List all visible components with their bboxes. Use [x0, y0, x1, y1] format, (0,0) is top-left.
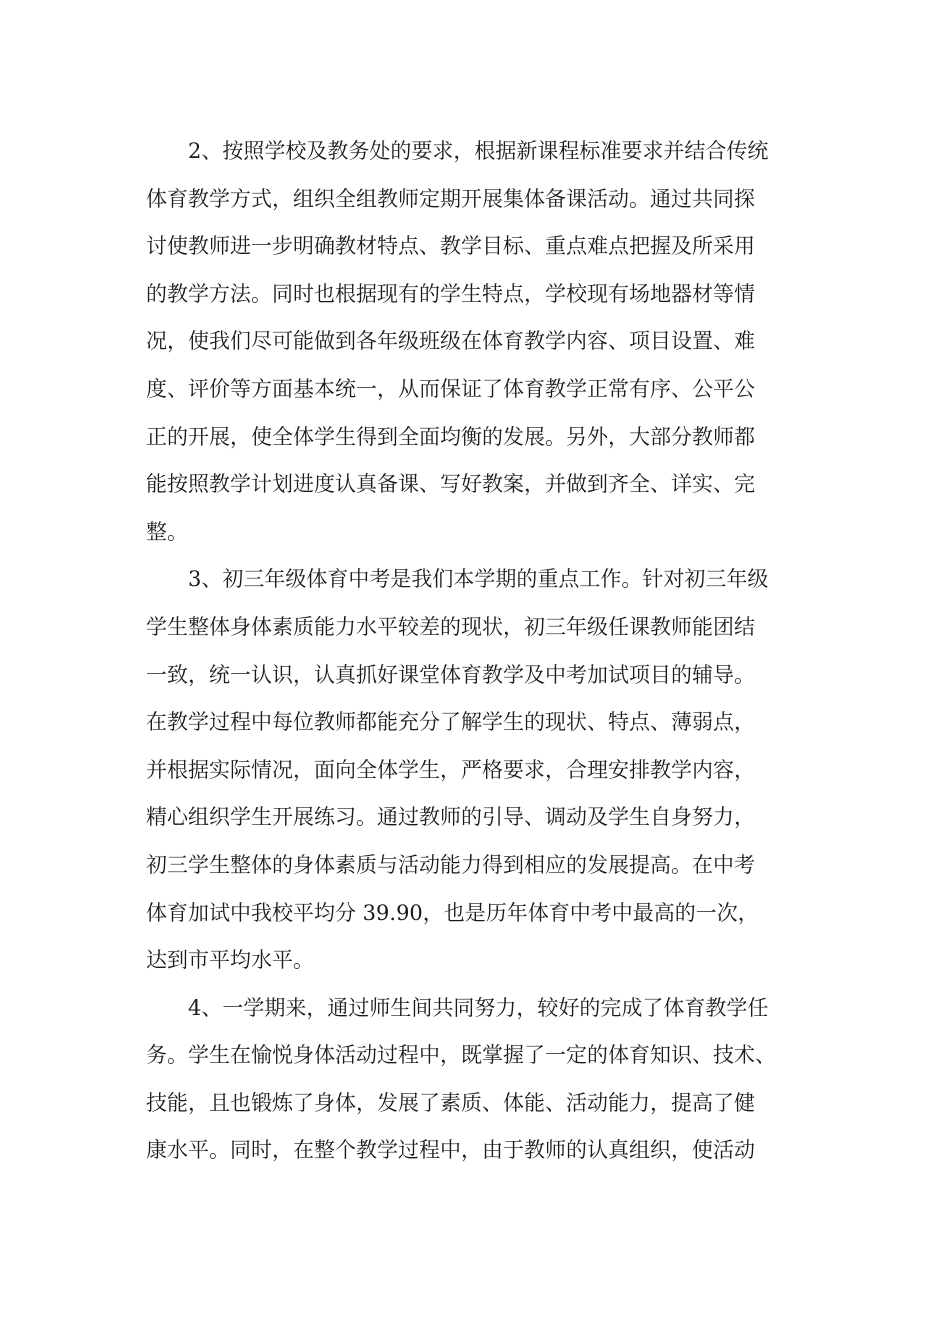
text-line: 学生整体身体素质能力水平较差的现状，初三年级任课教师能团结 — [146, 614, 755, 639]
paragraph-4 — [146, 985, 816, 1175]
text-line: 的教学方法。同时也根据现有的学生特点，学校现有场地器材等情 — [146, 281, 755, 306]
text-line: 初三学生整体的身体素质与活动能力得到相应的发展提高。在中考 — [146, 852, 755, 877]
text-line: 度、评价等方面基本统一，从而保证了体育教学正常有序、公平公 — [146, 376, 755, 401]
text-line: 3、初三年级体育中考是我们本学期的重点工作。针对初三年级 — [188, 567, 769, 592]
text-line: 康水平。同时，在整个教学过程中，由于教师的认真组织，使活动 — [146, 1138, 755, 1163]
paragraph-3 — [146, 556, 816, 984]
text-line: 体育加试中我校平均分 39.90，也是历年体育中考中最高的一次， — [146, 900, 759, 925]
text-line: 达到市平均水平。 — [146, 948, 314, 973]
text-line: 并根据实际情况，面向全体学生，严格要求，合理安排教学内容， — [146, 757, 755, 782]
text-line: 技能，且也锻炼了身体，发展了素质、体能、活动能力，提高了健 — [146, 1090, 755, 1115]
text-line: 一致，统一认识，认真抓好课堂体育教学及中考加试项目的辅导。 — [146, 662, 755, 687]
text-line: 2、按照学校及教务处的要求，根据新课程标准要求并结合传统 — [188, 139, 769, 163]
text-line: 务。学生在愉悦身体活动过程中，既掌握了一定的体育知识、技术、 — [146, 1043, 776, 1068]
text-line: 整。 — [146, 519, 188, 544]
document-body — [146, 128, 816, 1175]
text-line: 4、一学期来，通过师生间共同努力，较好的完成了体育教学任 — [188, 995, 769, 1020]
text-line: 精心组织学生开展练习。通过教师的引导、调动及学生自身努力， — [146, 805, 755, 830]
text-line: 况，使我们尽可能做到各年级班级在体育教学内容、项目设置、难 — [146, 329, 755, 354]
text-line: 在教学过程中每位教师都能充分了解学生的现状、特点、薄弱点， — [146, 710, 755, 735]
text-line: 能按照教学计划进度认真备课、写好教案，并做到齐全、详实、完 — [146, 472, 755, 497]
text-line: 体育教学方式，组织全组教师定期开展集体备课活动。通过共同探 — [146, 186, 755, 211]
text-line: 讨使教师进一步明确教材特点、教学目标、重点难点把握及所采用 — [146, 234, 755, 259]
paragraph-2 — [146, 128, 816, 556]
text-line: 正的开展，使全体学生得到全面均衡的发展。另外，大部分教师都 — [146, 424, 755, 449]
